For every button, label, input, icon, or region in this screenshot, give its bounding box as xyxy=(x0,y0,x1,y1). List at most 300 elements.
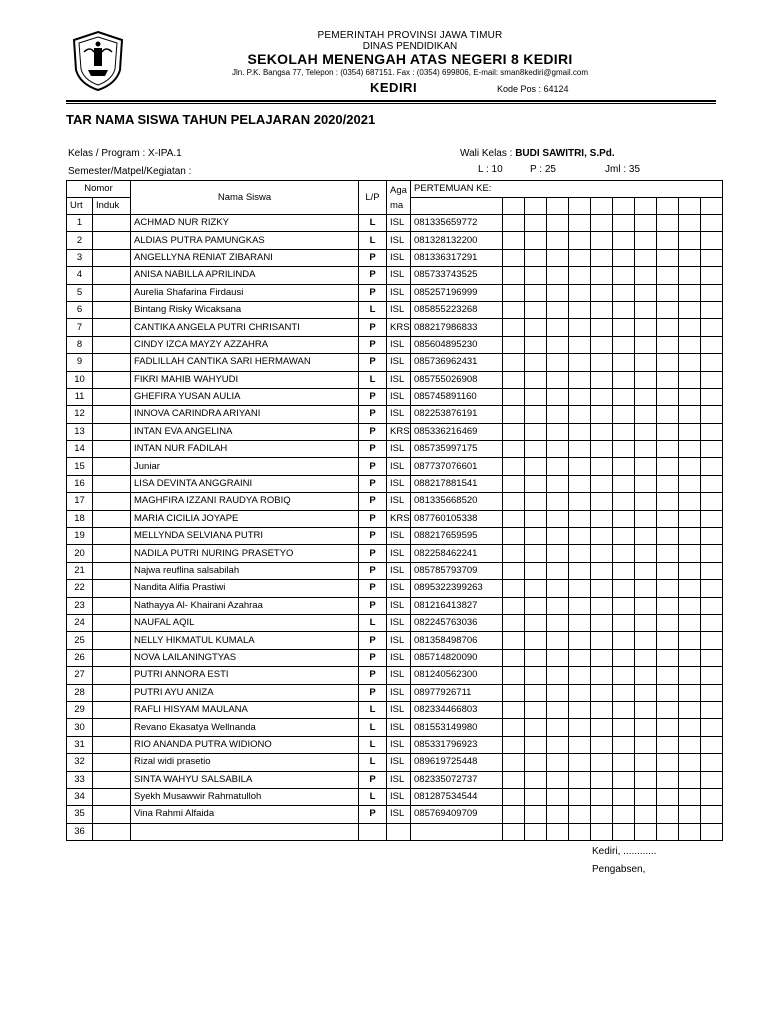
attendance-cell[interactable] xyxy=(547,667,569,684)
attendance-cell[interactable] xyxy=(503,614,525,631)
attendance-cell[interactable] xyxy=(613,267,635,284)
attendance-cell[interactable] xyxy=(525,406,547,423)
attendance-cell[interactable] xyxy=(503,667,525,684)
attendance-cell[interactable] xyxy=(503,458,525,475)
attendance-cell[interactable] xyxy=(657,423,679,440)
attendance-cell[interactable] xyxy=(547,788,569,805)
attendance-cell[interactable] xyxy=(569,371,591,388)
attendance-cell[interactable] xyxy=(635,649,657,666)
attendance-cell[interactable] xyxy=(525,597,547,614)
attendance-cell[interactable] xyxy=(525,545,547,562)
attendance-cell[interactable] xyxy=(591,475,613,492)
attendance-cell[interactable] xyxy=(657,371,679,388)
attendance-cell[interactable] xyxy=(547,684,569,701)
attendance-cell[interactable] xyxy=(525,336,547,353)
attendance-cell[interactable] xyxy=(525,614,547,631)
attendance-cell[interactable] xyxy=(635,319,657,336)
attendance-cell[interactable] xyxy=(503,597,525,614)
attendance-cell[interactable] xyxy=(525,719,547,736)
attendance-cell[interactable] xyxy=(547,354,569,371)
attendance-cell[interactable] xyxy=(591,788,613,805)
attendance-cell[interactable] xyxy=(547,806,569,823)
attendance-cell[interactable] xyxy=(503,319,525,336)
attendance-cell[interactable] xyxy=(569,545,591,562)
attendance-cell[interactable] xyxy=(701,806,723,823)
attendance-cell[interactable] xyxy=(701,371,723,388)
attendance-cell[interactable] xyxy=(657,319,679,336)
attendance-cell[interactable] xyxy=(613,771,635,788)
attendance-cell[interactable] xyxy=(657,249,679,266)
attendance-cell[interactable] xyxy=(503,475,525,492)
attendance-cell[interactable] xyxy=(569,562,591,579)
attendance-cell[interactable] xyxy=(701,754,723,771)
attendance-cell[interactable] xyxy=(679,649,701,666)
attendance-cell[interactable] xyxy=(679,388,701,405)
attendance-cell[interactable] xyxy=(613,319,635,336)
attendance-cell[interactable] xyxy=(613,475,635,492)
attendance-cell[interactable] xyxy=(701,719,723,736)
attendance-cell[interactable] xyxy=(525,215,547,232)
attendance-cell[interactable] xyxy=(503,267,525,284)
attendance-cell[interactable] xyxy=(525,649,547,666)
attendance-cell[interactable] xyxy=(679,458,701,475)
attendance-cell[interactable] xyxy=(635,388,657,405)
attendance-cell[interactable] xyxy=(613,562,635,579)
attendance-cell[interactable] xyxy=(701,232,723,249)
attendance-cell[interactable] xyxy=(657,528,679,545)
attendance-cell[interactable] xyxy=(591,684,613,701)
attendance-cell[interactable] xyxy=(503,406,525,423)
attendance-cell[interactable] xyxy=(613,614,635,631)
attendance-cell[interactable] xyxy=(701,528,723,545)
attendance-cell[interactable] xyxy=(701,458,723,475)
attendance-cell[interactable] xyxy=(503,284,525,301)
attendance-cell[interactable] xyxy=(503,806,525,823)
attendance-cell[interactable] xyxy=(503,441,525,458)
attendance-cell[interactable] xyxy=(657,632,679,649)
attendance-cell[interactable] xyxy=(547,510,569,527)
attendance-cell[interactable] xyxy=(525,267,547,284)
attendance-cell[interactable] xyxy=(547,632,569,649)
attendance-cell[interactable] xyxy=(657,667,679,684)
attendance-cell[interactable] xyxy=(547,771,569,788)
attendance-cell[interactable] xyxy=(569,406,591,423)
attendance-cell[interactable] xyxy=(591,458,613,475)
attendance-cell[interactable] xyxy=(657,701,679,718)
attendance-cell[interactable] xyxy=(701,597,723,614)
attendance-cell[interactable] xyxy=(679,423,701,440)
attendance-cell[interactable] xyxy=(679,580,701,597)
attendance-cell[interactable] xyxy=(547,284,569,301)
attendance-cell[interactable] xyxy=(679,475,701,492)
attendance-cell[interactable] xyxy=(635,267,657,284)
attendance-cell[interactable] xyxy=(657,754,679,771)
attendance-cell[interactable] xyxy=(591,614,613,631)
attendance-cell[interactable] xyxy=(635,249,657,266)
attendance-cell[interactable] xyxy=(569,493,591,510)
attendance-cell[interactable] xyxy=(503,649,525,666)
attendance-cell[interactable] xyxy=(701,771,723,788)
attendance-cell[interactable] xyxy=(657,597,679,614)
attendance-cell[interactable] xyxy=(701,284,723,301)
attendance-cell[interactable] xyxy=(525,823,547,840)
attendance-cell[interactable] xyxy=(547,597,569,614)
attendance-cell[interactable] xyxy=(657,771,679,788)
attendance-cell[interactable] xyxy=(525,754,547,771)
attendance-cell[interactable] xyxy=(591,406,613,423)
attendance-cell[interactable] xyxy=(547,562,569,579)
attendance-cell[interactable] xyxy=(701,493,723,510)
attendance-cell[interactable] xyxy=(635,823,657,840)
attendance-cell[interactable] xyxy=(591,806,613,823)
attendance-cell[interactable] xyxy=(525,806,547,823)
attendance-cell[interactable] xyxy=(525,528,547,545)
attendance-cell[interactable] xyxy=(569,719,591,736)
attendance-cell[interactable] xyxy=(503,701,525,718)
attendance-cell[interactable] xyxy=(657,614,679,631)
attendance-cell[interactable] xyxy=(701,632,723,649)
attendance-cell[interactable] xyxy=(679,267,701,284)
attendance-cell[interactable] xyxy=(591,441,613,458)
attendance-cell[interactable] xyxy=(591,215,613,232)
attendance-cell[interactable] xyxy=(569,597,591,614)
attendance-cell[interactable] xyxy=(503,528,525,545)
attendance-cell[interactable] xyxy=(679,510,701,527)
attendance-cell[interactable] xyxy=(503,249,525,266)
attendance-cell[interactable] xyxy=(635,301,657,318)
attendance-cell[interactable] xyxy=(503,736,525,753)
attendance-cell[interactable] xyxy=(569,232,591,249)
attendance-cell[interactable] xyxy=(547,371,569,388)
attendance-cell[interactable] xyxy=(635,597,657,614)
attendance-cell[interactable] xyxy=(569,336,591,353)
attendance-cell[interactable] xyxy=(547,736,569,753)
attendance-cell[interactable] xyxy=(591,736,613,753)
attendance-cell[interactable] xyxy=(503,545,525,562)
attendance-cell[interactable] xyxy=(657,388,679,405)
attendance-cell[interactable] xyxy=(701,388,723,405)
attendance-cell[interactable] xyxy=(591,284,613,301)
attendance-cell[interactable] xyxy=(635,336,657,353)
attendance-cell[interactable] xyxy=(569,806,591,823)
attendance-cell[interactable] xyxy=(525,423,547,440)
attendance-cell[interactable] xyxy=(525,458,547,475)
attendance-cell[interactable] xyxy=(591,562,613,579)
attendance-cell[interactable] xyxy=(569,667,591,684)
attendance-cell[interactable] xyxy=(701,319,723,336)
attendance-cell[interactable] xyxy=(591,423,613,440)
attendance-cell[interactable] xyxy=(635,632,657,649)
attendance-cell[interactable] xyxy=(679,632,701,649)
attendance-cell[interactable] xyxy=(525,441,547,458)
attendance-cell[interactable] xyxy=(591,771,613,788)
attendance-cell[interactable] xyxy=(503,684,525,701)
attendance-cell[interactable] xyxy=(591,701,613,718)
attendance-cell[interactable] xyxy=(547,319,569,336)
attendance-cell[interactable] xyxy=(525,475,547,492)
attendance-cell[interactable] xyxy=(635,528,657,545)
attendance-cell[interactable] xyxy=(569,284,591,301)
attendance-cell[interactable] xyxy=(635,284,657,301)
attendance-cell[interactable] xyxy=(613,701,635,718)
attendance-cell[interactable] xyxy=(503,423,525,440)
attendance-cell[interactable] xyxy=(547,406,569,423)
attendance-cell[interactable] xyxy=(525,580,547,597)
attendance-cell[interactable] xyxy=(503,510,525,527)
attendance-cell[interactable] xyxy=(569,301,591,318)
attendance-cell[interactable] xyxy=(547,754,569,771)
attendance-cell[interactable] xyxy=(569,267,591,284)
attendance-cell[interactable] xyxy=(569,388,591,405)
attendance-cell[interactable] xyxy=(503,788,525,805)
attendance-cell[interactable] xyxy=(613,684,635,701)
attendance-cell[interactable] xyxy=(613,441,635,458)
attendance-cell[interactable] xyxy=(547,301,569,318)
attendance-cell[interactable] xyxy=(591,632,613,649)
attendance-cell[interactable] xyxy=(657,788,679,805)
attendance-cell[interactable] xyxy=(547,719,569,736)
attendance-cell[interactable] xyxy=(525,510,547,527)
attendance-cell[interactable] xyxy=(525,232,547,249)
attendance-cell[interactable] xyxy=(635,684,657,701)
attendance-cell[interactable] xyxy=(525,632,547,649)
attendance-cell[interactable] xyxy=(679,771,701,788)
attendance-cell[interactable] xyxy=(503,823,525,840)
attendance-cell[interactable] xyxy=(503,562,525,579)
attendance-cell[interactable] xyxy=(657,545,679,562)
attendance-cell[interactable] xyxy=(503,493,525,510)
attendance-cell[interactable] xyxy=(591,597,613,614)
attendance-cell[interactable] xyxy=(679,319,701,336)
attendance-cell[interactable] xyxy=(635,354,657,371)
attendance-cell[interactable] xyxy=(701,336,723,353)
attendance-cell[interactable] xyxy=(701,649,723,666)
attendance-cell[interactable] xyxy=(525,788,547,805)
attendance-cell[interactable] xyxy=(503,354,525,371)
attendance-cell[interactable] xyxy=(701,441,723,458)
attendance-cell[interactable] xyxy=(525,388,547,405)
attendance-cell[interactable] xyxy=(679,719,701,736)
attendance-cell[interactable] xyxy=(657,823,679,840)
attendance-cell[interactable] xyxy=(613,354,635,371)
attendance-cell[interactable] xyxy=(613,788,635,805)
attendance-cell[interactable] xyxy=(591,354,613,371)
attendance-cell[interactable] xyxy=(613,754,635,771)
attendance-cell[interactable] xyxy=(701,562,723,579)
attendance-cell[interactable] xyxy=(635,614,657,631)
attendance-cell[interactable] xyxy=(613,528,635,545)
attendance-cell[interactable] xyxy=(657,232,679,249)
attendance-cell[interactable] xyxy=(569,510,591,527)
attendance-cell[interactable] xyxy=(547,493,569,510)
attendance-cell[interactable] xyxy=(547,614,569,631)
attendance-cell[interactable] xyxy=(635,406,657,423)
attendance-cell[interactable] xyxy=(547,545,569,562)
attendance-cell[interactable] xyxy=(503,388,525,405)
attendance-cell[interactable] xyxy=(679,667,701,684)
attendance-cell[interactable] xyxy=(591,267,613,284)
attendance-cell[interactable] xyxy=(547,232,569,249)
attendance-cell[interactable] xyxy=(613,580,635,597)
attendance-cell[interactable] xyxy=(701,249,723,266)
attendance-cell[interactable] xyxy=(591,823,613,840)
attendance-cell[interactable] xyxy=(679,215,701,232)
attendance-cell[interactable] xyxy=(701,301,723,318)
attendance-cell[interactable] xyxy=(503,215,525,232)
attendance-cell[interactable] xyxy=(547,649,569,666)
attendance-cell[interactable] xyxy=(635,580,657,597)
attendance-cell[interactable] xyxy=(657,336,679,353)
attendance-cell[interactable] xyxy=(503,336,525,353)
attendance-cell[interactable] xyxy=(613,736,635,753)
attendance-cell[interactable] xyxy=(613,649,635,666)
attendance-cell[interactable] xyxy=(569,701,591,718)
attendance-cell[interactable] xyxy=(679,336,701,353)
attendance-cell[interactable] xyxy=(701,667,723,684)
attendance-cell[interactable] xyxy=(635,701,657,718)
attendance-cell[interactable] xyxy=(701,354,723,371)
attendance-cell[interactable] xyxy=(503,632,525,649)
attendance-cell[interactable] xyxy=(547,249,569,266)
attendance-cell[interactable] xyxy=(613,215,635,232)
attendance-cell[interactable] xyxy=(613,493,635,510)
attendance-cell[interactable] xyxy=(657,510,679,527)
attendance-cell[interactable] xyxy=(591,580,613,597)
attendance-cell[interactable] xyxy=(679,806,701,823)
attendance-cell[interactable] xyxy=(591,371,613,388)
attendance-cell[interactable] xyxy=(591,667,613,684)
attendance-cell[interactable] xyxy=(657,736,679,753)
attendance-cell[interactable] xyxy=(591,301,613,318)
attendance-cell[interactable] xyxy=(635,475,657,492)
attendance-cell[interactable] xyxy=(569,528,591,545)
attendance-cell[interactable] xyxy=(547,388,569,405)
attendance-cell[interactable] xyxy=(679,614,701,631)
attendance-cell[interactable] xyxy=(635,806,657,823)
attendance-cell[interactable] xyxy=(547,701,569,718)
attendance-cell[interactable] xyxy=(657,354,679,371)
attendance-cell[interactable] xyxy=(679,249,701,266)
attendance-cell[interactable] xyxy=(679,736,701,753)
attendance-cell[interactable] xyxy=(525,354,547,371)
attendance-cell[interactable] xyxy=(503,771,525,788)
attendance-cell[interactable] xyxy=(701,406,723,423)
attendance-cell[interactable] xyxy=(547,528,569,545)
attendance-cell[interactable] xyxy=(635,719,657,736)
attendance-cell[interactable] xyxy=(525,562,547,579)
attendance-cell[interactable] xyxy=(635,788,657,805)
attendance-cell[interactable] xyxy=(569,788,591,805)
attendance-cell[interactable] xyxy=(503,371,525,388)
attendance-cell[interactable] xyxy=(591,232,613,249)
attendance-cell[interactable] xyxy=(679,788,701,805)
attendance-cell[interactable] xyxy=(613,667,635,684)
attendance-cell[interactable] xyxy=(547,215,569,232)
attendance-cell[interactable] xyxy=(635,736,657,753)
attendance-cell[interactable] xyxy=(635,215,657,232)
attendance-cell[interactable] xyxy=(503,754,525,771)
attendance-cell[interactable] xyxy=(569,649,591,666)
attendance-cell[interactable] xyxy=(657,649,679,666)
attendance-cell[interactable] xyxy=(657,684,679,701)
attendance-cell[interactable] xyxy=(547,267,569,284)
attendance-cell[interactable] xyxy=(591,510,613,527)
attendance-cell[interactable] xyxy=(525,701,547,718)
attendance-cell[interactable] xyxy=(503,232,525,249)
attendance-cell[interactable] xyxy=(679,597,701,614)
attendance-cell[interactable] xyxy=(613,301,635,318)
attendance-cell[interactable] xyxy=(569,423,591,440)
attendance-cell[interactable] xyxy=(613,545,635,562)
attendance-cell[interactable] xyxy=(679,545,701,562)
attendance-cell[interactable] xyxy=(591,528,613,545)
attendance-cell[interactable] xyxy=(569,475,591,492)
attendance-cell[interactable] xyxy=(657,493,679,510)
attendance-cell[interactable] xyxy=(525,493,547,510)
attendance-cell[interactable] xyxy=(613,458,635,475)
attendance-cell[interactable] xyxy=(591,493,613,510)
attendance-cell[interactable] xyxy=(547,475,569,492)
attendance-cell[interactable] xyxy=(701,701,723,718)
attendance-cell[interactable] xyxy=(569,441,591,458)
attendance-cell[interactable] xyxy=(503,301,525,318)
attendance-cell[interactable] xyxy=(547,336,569,353)
attendance-cell[interactable] xyxy=(701,823,723,840)
attendance-cell[interactable] xyxy=(547,580,569,597)
attendance-cell[interactable] xyxy=(635,493,657,510)
attendance-cell[interactable] xyxy=(635,458,657,475)
attendance-cell[interactable] xyxy=(635,771,657,788)
attendance-cell[interactable] xyxy=(613,284,635,301)
attendance-cell[interactable] xyxy=(635,754,657,771)
attendance-cell[interactable] xyxy=(591,545,613,562)
attendance-cell[interactable] xyxy=(657,458,679,475)
attendance-cell[interactable] xyxy=(569,354,591,371)
attendance-cell[interactable] xyxy=(613,806,635,823)
attendance-cell[interactable] xyxy=(679,371,701,388)
attendance-cell[interactable] xyxy=(591,336,613,353)
attendance-cell[interactable] xyxy=(679,684,701,701)
attendance-cell[interactable] xyxy=(591,249,613,266)
attendance-cell[interactable] xyxy=(503,580,525,597)
attendance-cell[interactable] xyxy=(657,806,679,823)
attendance-cell[interactable] xyxy=(591,388,613,405)
attendance-cell[interactable] xyxy=(701,267,723,284)
attendance-cell[interactable] xyxy=(679,406,701,423)
attendance-cell[interactable] xyxy=(591,649,613,666)
attendance-cell[interactable] xyxy=(701,580,723,597)
attendance-cell[interactable] xyxy=(701,545,723,562)
attendance-cell[interactable] xyxy=(613,719,635,736)
attendance-cell[interactable] xyxy=(613,510,635,527)
attendance-cell[interactable] xyxy=(701,423,723,440)
attendance-cell[interactable] xyxy=(525,249,547,266)
attendance-cell[interactable] xyxy=(591,754,613,771)
attendance-cell[interactable] xyxy=(569,771,591,788)
attendance-cell[interactable] xyxy=(569,632,591,649)
attendance-cell[interactable] xyxy=(679,493,701,510)
attendance-cell[interactable] xyxy=(613,371,635,388)
attendance-cell[interactable] xyxy=(525,284,547,301)
attendance-cell[interactable] xyxy=(657,475,679,492)
attendance-cell[interactable] xyxy=(525,301,547,318)
attendance-cell[interactable] xyxy=(547,458,569,475)
attendance-cell[interactable] xyxy=(635,545,657,562)
attendance-cell[interactable] xyxy=(569,580,591,597)
attendance-cell[interactable] xyxy=(547,441,569,458)
attendance-cell[interactable] xyxy=(569,823,591,840)
attendance-cell[interactable] xyxy=(547,823,569,840)
